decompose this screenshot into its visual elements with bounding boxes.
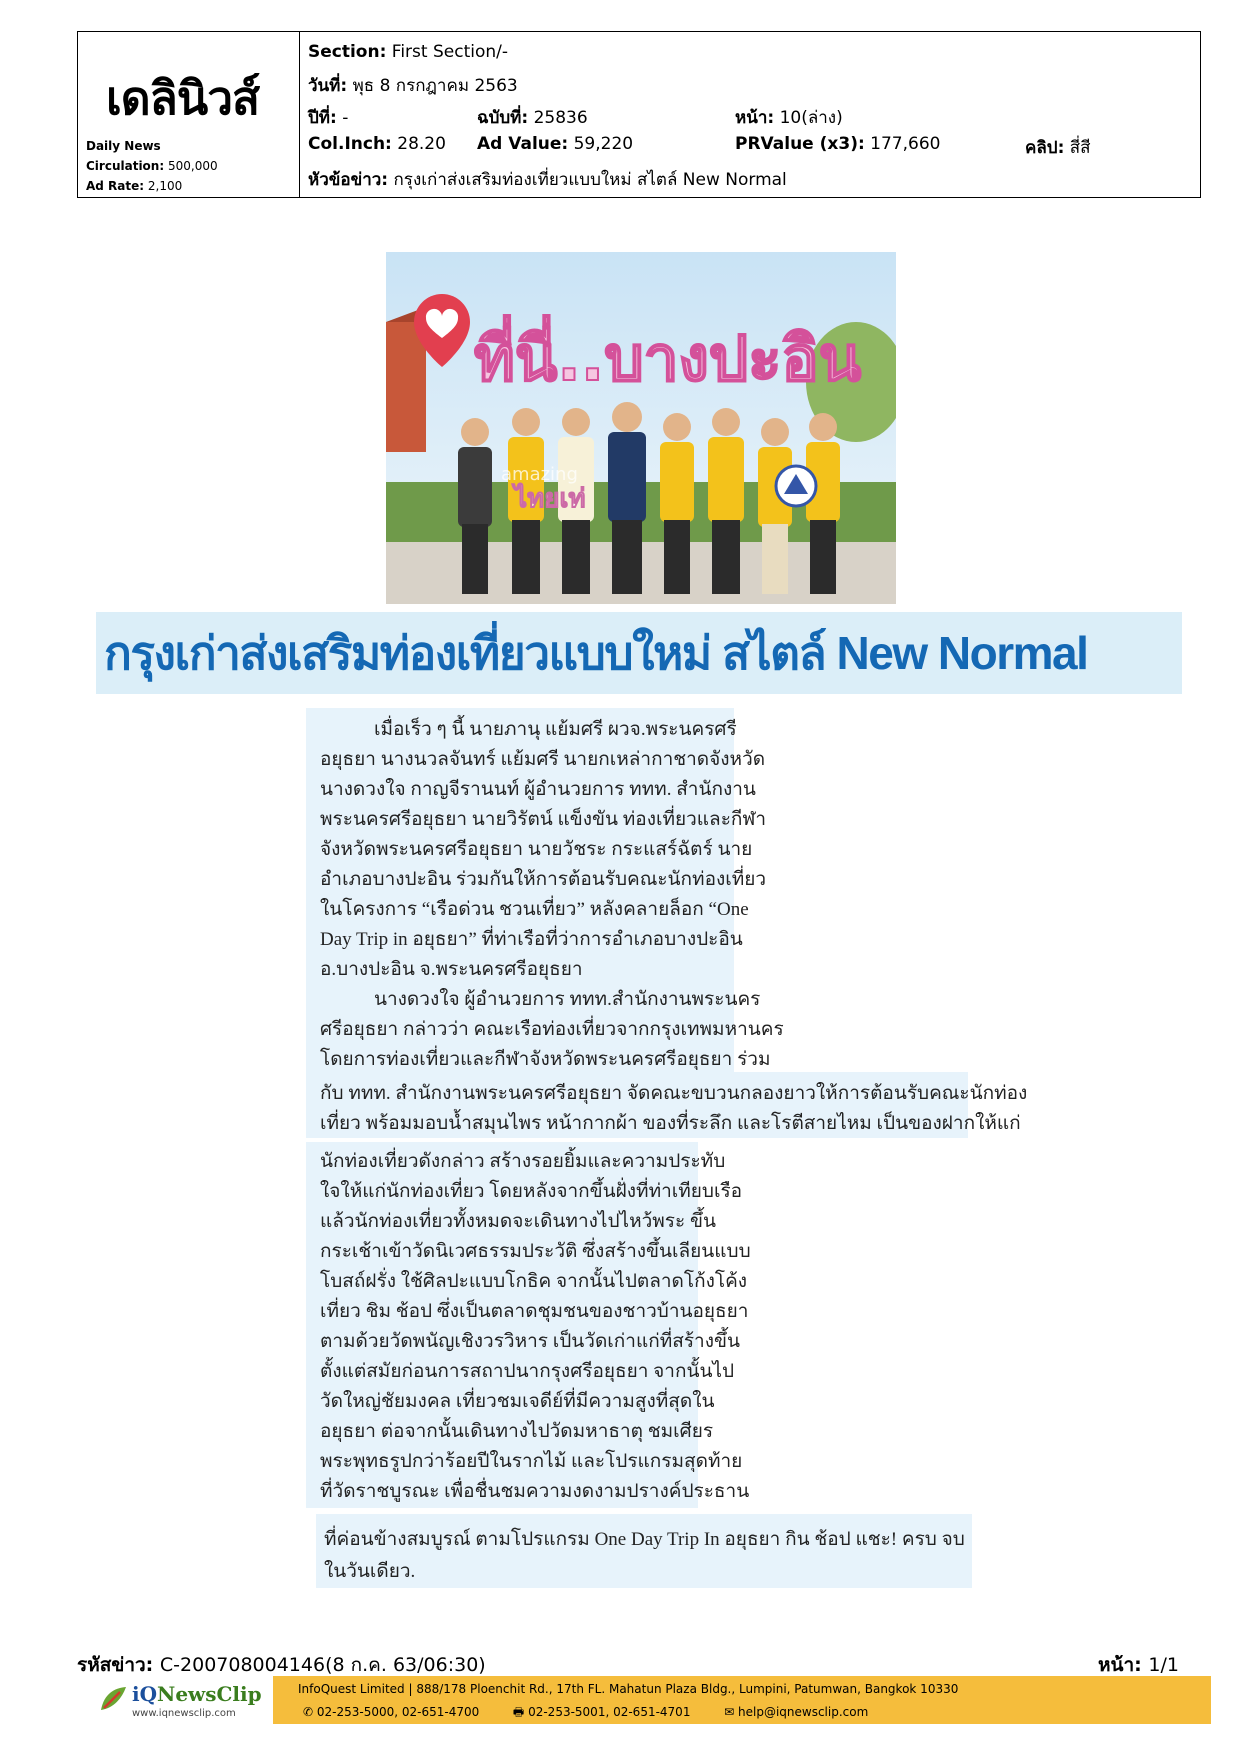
newspaper-logo: เดลินิวส์ [106,71,260,125]
article-line: โดยการท่องเที่ยวและกีฬาจังหวัดพระนครศรีอยุธยา ร่วม [320,1049,771,1070]
photo-watermark-1: amazing [501,464,578,485]
ad-rate: Ad Rate: 2,100 [86,179,183,193]
article-line: อยุธยา ต่อจากนั้นเดินทางไปวัดมหาธาตุ ชมเศียร [320,1421,714,1442]
photo-watermark-2: ไทยเท่ [514,484,586,514]
article-line: ในโครงการ “เรือด่วน ชวนเที่ยว” หลังคลายล็อก “One [320,899,749,920]
contact-line [303,1703,868,1724]
article-line: กับ ททท. สำนักงานพระนครศรีอยุธยา จัดคณะขบวนกลองยาวให้การต้อนรับคณะนักท่อง [320,1083,1028,1104]
article-line: โบสถ์ฝรั่ง ใช้ศิลปะแบบโกธิค จากนั้นไปตลาดโก้งโค้ง [320,1271,748,1292]
photo-sign-text: ที่นี่..บางปะอิน [474,322,862,395]
contact-bar [273,1676,1211,1724]
article-line: กระเช้าเข้าวัดนิเวศธรรมประวัติ ซึ่งสร้างขึ้นเลียนแบบ [320,1241,751,1262]
article-line: อ.บางปะอิน จ.พระนครศรีอยุธยา [320,959,583,980]
article-line: นักท่องเที่ยวดังกล่าว สร้างรอยยิ้มและความประทับ [320,1151,726,1172]
article-line: ในวันเดียว. [324,1561,416,1582]
fax-numbers: 02-253-5001, 02-651-4701 [528,1705,691,1719]
year-field: ปีที่: - [308,108,349,128]
article-line: ศรีอยุธยา กล่าวว่า คณะเรือท่องเที่ยวจากกรุงเทพมหานคร [320,1019,784,1040]
article-block-1 [306,708,784,1072]
article-headline: กรุงเก่าส่งเสริมท่องเที่ยวแบบใหม่ สไตล์ New Normal [96,612,1182,694]
iqnewsclip-logo [98,1680,268,1724]
news-code: รหัสข่าว: C-200708004146(8 ก.ค. 63/06:30) [77,1654,486,1676]
colinch-field: Col.Inch: 28.20 [308,134,446,154]
article-line: ที่ค่อนข้างสมบูรณ์ ตามโปรแกรม One Day Trip In อยุธยา กิน ช้อป แชะ! ครบ จบ [324,1529,965,1550]
article-line: พระพุทธรูปกว่าร้อยปีในรากไม้ และโปรแกรมสุดท้าย [320,1451,743,1472]
date-field: วันที่: พุธ 8 กรกฎาคม 2563 [308,76,518,96]
article-line: เที่ยว ชิม ช้อป ซึ่งเป็นตลาดชุมชนของชาวบ้านอยุธยา [320,1301,749,1322]
article-block-2 [306,1072,1028,1138]
publication-panel [78,32,300,197]
email-icon: ✉ [724,1705,735,1719]
publication-name: Daily News [86,139,161,153]
issue-field: ฉบับที่: 25836 [477,108,588,128]
article-line: อำเภอบางปะอิน ร่วมกันให้การต้อนรับคณะนักท่องเที่ยว [320,869,767,890]
section-field: Section: First Section/- [308,42,508,62]
email-address[interactable]: help@iqnewsclip.com [738,1705,869,1719]
page-count: หน้า: 1/1 [1098,1654,1179,1676]
clip-info-panel [300,32,1200,197]
article-line: Day Trip in อยุธยา” ที่ท่าเรือที่ว่าการอำเภอบางปะอิน [320,929,743,950]
phone-icon: ✆ [303,1705,314,1719]
advalue-field: Ad Value: 59,220 [477,134,634,154]
clip-field: คลิป: สี่สี [1025,138,1091,158]
phone-numbers: 02-253-5000, 02-651-4700 [316,1705,480,1719]
article-line: อยุธยา นางนวลจันทร์ แย้มศรี นายกเหล่ากาชาดจังหวัด [320,749,766,770]
page-field: หน้า: 10(ล่าง) [735,108,843,128]
article-line: จังหวัดพระนครศรีอยุธยา นายวัชระ กระแสร์ฉัตร์ นาย [320,839,753,860]
prvalue-field: PRValue (x3): 177,660 [735,134,941,154]
article-line: แล้วนักท่องเที่ยวทั้งหมดจะเดินทางไปไหว้พระ ขึ้น [320,1211,716,1232]
article-line: พระนครศรีอยุธยา นายวิรัตน์ แข็งขัน ท่องเที่ยวและกีฬา [320,809,767,830]
article-line: ใจให้แก่นักท่องเที่ยว โดยหลังจากขึ้นฝั่งที่ท่าเทียบเรือ [320,1181,743,1202]
article-line: เมื่อเร็ว ๆ นี้ นายภานุ แย้มศรี ผวจ.พระนครศรี [374,719,737,740]
headline-field: หัวข้อข่าว: กรุงเก่าส่งเสริมท่องเที่ยวแบบใหม่ สไตล์ New Normal [308,170,787,190]
article-line: ตั้งแต่สมัยก่อนการสถาปนากรุงศรีอยุธยา จากนั้นไป [320,1361,735,1382]
article-block-3 [306,1142,751,1508]
article-photo [386,252,896,604]
clipping-header [77,31,1201,198]
fax-icon: 🖶 [512,1705,525,1719]
article-line: นางดวงใจ ผู้อำนวยการ ททท.สำนักงานพระนคร [374,989,761,1010]
circulation: Circulation: 500,000 [86,159,218,173]
article-line: วัดใหญ่ชัยมงคล เที่ยวชมเจดีย์ที่มีความสูงที่สุดใน [320,1391,715,1412]
article-line: ที่วัดราชบูรณะ เพื่อชื่นชมความงดงามปรางค์ประธาน [320,1481,750,1502]
clip-logo-url: www.iqnewsclip.com [132,1708,236,1719]
clip-logo-name: iQNewsClip [132,1682,262,1706]
article-line: เที่ยว พร้อมมอบน้ำสมุนไพร หน้ากากผ้า ของที่ระลึก และโรตีสายไหม เป็นของฝากให้แก่ [320,1113,1021,1134]
article-line: ตามด้วยวัดพนัญเชิงวรวิหาร เป็นวัดเก่าแก่ที่สร้างขึ้น [320,1331,740,1352]
tat-badge-icon [776,466,816,506]
article-block-4 [316,1514,972,1588]
company-address: InfoQuest Limited | 888/178 Ploenchit Rd., 17th FL. Mahatun Plaza Bldg., Lumpini, Patumwan, Bangkok 10330 [298,1682,959,1696]
article-line: นางดวงใจ กาญจีรานนท์ ผู้อำนวยการ ททท. สำนักงาน [320,779,756,800]
clip-leaf-icon [98,1684,128,1714]
